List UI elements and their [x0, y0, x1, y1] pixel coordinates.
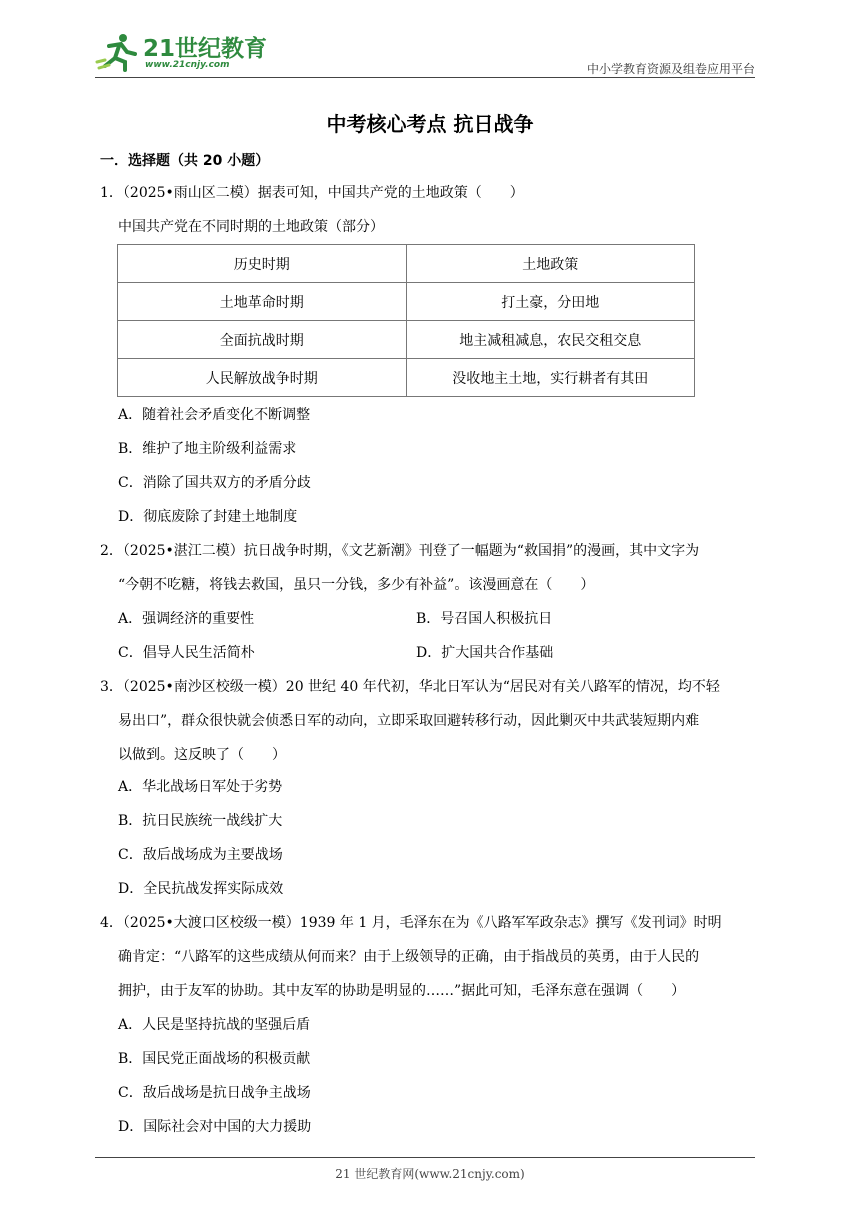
question-4-text-line-1: 4．（2025•大渡口区校级一模）1939 年 1 月，毛泽东在为《八路军军政杂志》撰写《发刊词》时明	[100, 915, 722, 931]
question-2-text-line-1: 2．（2025•湛江二模）抗日战争时期，《文艺新潮》刊登了一幅题为“救国捐”的漫画，其中文字为	[100, 543, 700, 559]
question-4-option-a[interactable]: A．人民是坚持抗战的坚强后盾	[118, 1017, 311, 1033]
question-1-table-caption: 中国共产党在不同时期的土地政策（部分）	[118, 219, 384, 235]
page-title: 中考核心考点 抗日战争	[326, 112, 534, 136]
table-cell: 土地革命时期	[118, 283, 407, 321]
question-3-option-b[interactable]: B．抗日民族统一战线扩大	[118, 813, 283, 829]
runner-icon	[95, 32, 139, 72]
logo-url: www.21cnjy.com	[145, 60, 230, 70]
site-logo[interactable]	[95, 30, 275, 74]
table-cell: 打土豪，分田地	[406, 283, 695, 321]
table-cell: 地主减租减息，农民交租交息	[406, 321, 695, 359]
table-cell: 人民解放战争时期	[118, 359, 407, 397]
section-heading: 一．选择题（共 20 小题）	[100, 153, 270, 169]
question-3-option-d[interactable]: D．全民抗战发挥实际成效	[118, 881, 284, 897]
logo-text: 21世纪教育	[143, 36, 268, 62]
question-1-text: 1．（2025•雨山区二模）据表可知，中国共产党的土地政策（ ）	[100, 185, 524, 201]
table-header-cell: 土地政策	[406, 245, 695, 283]
question-2-option-d[interactable]: D．扩大国共合作基础	[416, 645, 554, 661]
question-1-option-d[interactable]: D．彻底废除了封建土地制度	[118, 509, 298, 525]
page-footer[interactable]: 21 世纪教育网(www.21cnjy.com)	[335, 1167, 525, 1181]
table-row	[118, 283, 695, 321]
table-header-cell: 历史时期	[118, 245, 407, 283]
question-4-option-d[interactable]: D．国际社会对中国的大力援助	[118, 1119, 312, 1135]
table-cell: 没收地主土地，实行耕者有其田	[406, 359, 695, 397]
question-2-text-line-2: “今朝不吃糖，将钱去救国，虽只一分钱，多少有补益”。该漫画意在（ ）	[118, 577, 595, 593]
question-1-option-a[interactable]: A．随着社会矛盾变化不断调整	[118, 407, 311, 423]
question-3-text-line-2: 易出口”，群众很快就会侦悉日军的动向，立即采取回避转移行动，因此剿灭中共武装短期内难	[118, 713, 700, 729]
table-row	[118, 245, 695, 283]
question-1-option-b[interactable]: B．维护了地主阶级利益需求	[118, 441, 297, 457]
platform-name: 中小学教育资源及组卷应用平台	[586, 62, 755, 76]
table-row	[118, 321, 695, 359]
question-3-text-line-3: 以做到。这反映了（ ）	[118, 747, 286, 763]
question-2-option-c[interactable]: C．倡导人民生活简朴	[118, 645, 255, 661]
page-header	[95, 30, 755, 78]
table-cell: 全面抗战时期	[118, 321, 407, 359]
table-row	[118, 359, 695, 397]
question-2-option-a[interactable]: A．强调经济的重要性	[118, 611, 255, 627]
question-3-option-a[interactable]: A．华北战场日军处于劣势	[118, 779, 283, 795]
question-4-text-line-2: 确肯定：“八路军的这些成绩从何而来？由于上级领导的正确，由于指战员的英勇，由于人民的	[118, 949, 700, 965]
question-1-option-c[interactable]: C．消除了国共双方的矛盾分歧	[118, 475, 311, 491]
question-2-option-b[interactable]: B．号召国人积极抗日	[416, 611, 553, 627]
header-divider	[95, 77, 755, 78]
question-4-text-line-3: 拥护，由于友军的协助。其中友军的协助是明显的……”据此可知，毛泽东意在强调（ ）	[118, 983, 686, 999]
question-4-option-c[interactable]: C．敌后战场是抗日战争主战场	[118, 1085, 311, 1101]
question-3-text-line-1: 3．（2025•南沙区校级一模）20 世纪 40 年代初，华北日军认为“居民对有关八路军的情况，均不轻	[100, 679, 720, 695]
land-policy-table	[117, 244, 695, 397]
question-3-option-c[interactable]: C．敌后战场成为主要战场	[118, 847, 283, 863]
footer-divider	[95, 1157, 755, 1158]
question-4-option-b[interactable]: B．国民党正面战场的积极贡献	[118, 1051, 311, 1067]
